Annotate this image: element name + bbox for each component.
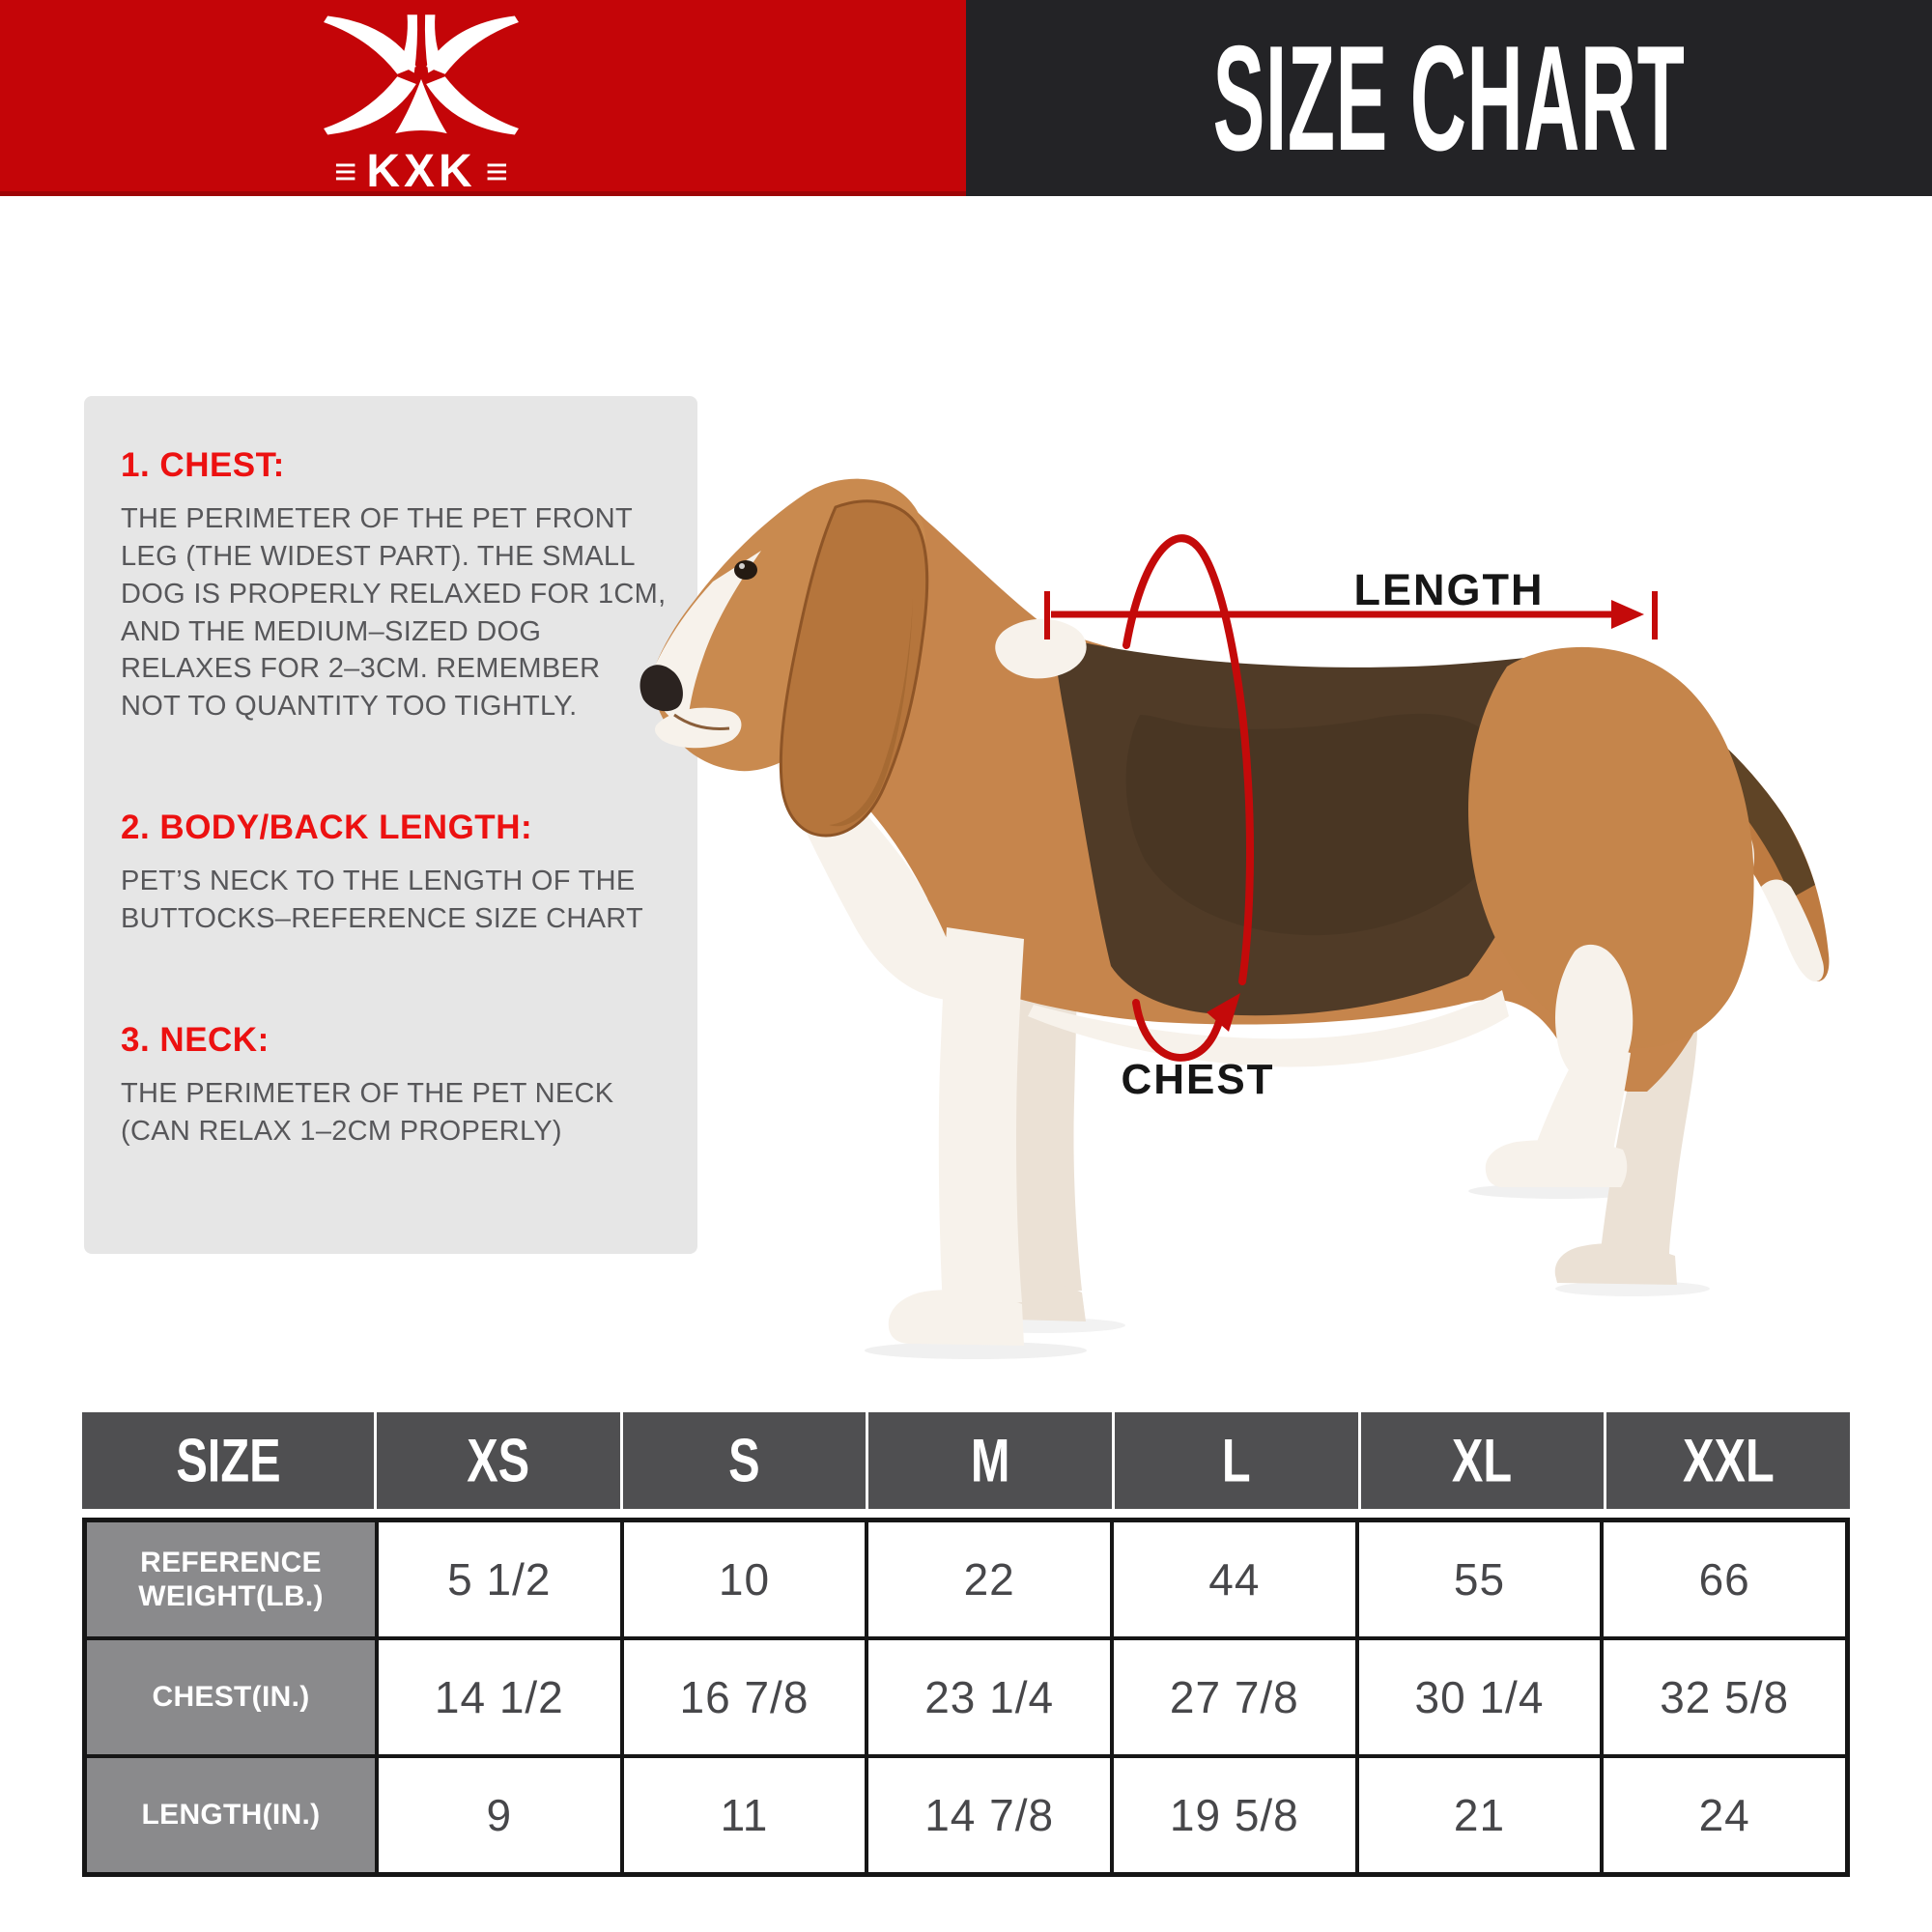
table-cell-weight-s: 10 [622, 1520, 867, 1638]
table-col-header-s [620, 1412, 867, 1509]
instruction-heading: 2. BODY/BACK LENGTH: [121, 809, 533, 847]
beagle-dog-illustration [640, 479, 1830, 1359]
col-header-label: XL [1452, 1426, 1513, 1495]
length-arrowhead-icon [1611, 600, 1644, 629]
table-cell-weight-xxl: 66 [1602, 1520, 1847, 1638]
table-cell-chest-xxl: 32 5/8 [1602, 1638, 1847, 1756]
table-cell-chest-s: 16 7/8 [622, 1638, 867, 1756]
kxk-logo-icon [322, 14, 521, 137]
col-header-label: XS [467, 1426, 530, 1495]
instruction-heading: 1. CHEST: [121, 446, 285, 484]
instruction-body-length [121, 809, 670, 938]
triple-bar-left-icon: ≡ [333, 150, 357, 193]
instruction-heading: 3. NECK: [121, 1020, 270, 1059]
title-banner [966, 0, 1932, 196]
row-label-length: LENGTH(IN.) [85, 1756, 377, 1874]
table-cell-length-xxl: 24 [1602, 1756, 1847, 1874]
table-col-header-xxl [1604, 1412, 1850, 1509]
instruction-body: PET’S NECK TO THE LENGTH OF THE BUTTOCKS–REFERENCE SIZE CHART [121, 866, 643, 935]
size-table-header-row [82, 1412, 1850, 1509]
table-col-header-size [82, 1412, 374, 1509]
dog-measurement-diagram [618, 425, 1932, 1372]
table-col-header-m [866, 1412, 1112, 1509]
brand-header-panel [0, 0, 966, 196]
col-header-label: S [728, 1426, 760, 1495]
col-header-label: L [1221, 1426, 1251, 1495]
col-header-label: M [970, 1426, 1010, 1495]
table-cell-chest-xl: 30 1/4 [1357, 1638, 1603, 1756]
row-label-reference-weight: REFERENCE WEIGHT(LB.) [85, 1520, 377, 1638]
table-cell-length-xs: 9 [377, 1756, 622, 1874]
length-label: LENGTH [1353, 565, 1545, 614]
table-cell-chest-l: 27 7/8 [1112, 1638, 1357, 1756]
chest-label: CHEST [1121, 1056, 1275, 1103]
table-cell-weight-m: 22 [867, 1520, 1112, 1638]
row-label-chest: CHEST(IN.) [85, 1638, 377, 1756]
col-header-label: XXL [1682, 1426, 1775, 1495]
size-table [82, 1412, 1850, 1877]
table-cell-weight-l: 44 [1112, 1520, 1357, 1638]
table-col-header-l [1112, 1412, 1358, 1509]
page-title: SIZE CHART [1212, 14, 1686, 182]
table-cell-weight-xs: 5 1/2 [377, 1520, 622, 1638]
brand-name: KXK [366, 146, 476, 197]
triple-bar-right-icon: ≡ [485, 150, 509, 193]
measuring-instructions-panel [84, 396, 697, 1254]
instruction-body: THE PERIMETER OF THE PET NECK (CAN RELAX 1–2CM PROPERLY) [121, 1077, 614, 1147]
table-cell-chest-m: 23 1/4 [867, 1638, 1112, 1756]
table-cell-weight-xl: 55 [1357, 1520, 1603, 1638]
instruction-chest [121, 446, 670, 725]
table-col-header-xl [1358, 1412, 1605, 1509]
table-cell-length-xl: 21 [1357, 1756, 1603, 1874]
table-cell-chest-xs: 14 1/2 [377, 1638, 622, 1756]
table-col-header-xs [374, 1412, 620, 1509]
brand-wordmark [334, 145, 508, 198]
table-cell-length-s: 11 [622, 1756, 867, 1874]
table-header-gap [82, 1509, 1850, 1518]
instruction-neck [121, 1021, 670, 1151]
table-cell-length-m: 14 7/8 [867, 1756, 1112, 1874]
kxk-logo [319, 14, 524, 198]
col-header-label: SIZE [175, 1426, 281, 1495]
instruction-body: THE PERIMETER OF THE PET FRONT LEG (THE WIDEST PART). THE SMALL DOG IS PROPERLY RELAXED FOR 1CM, AND THE MEDIUM–SIZED DOG RELAXES FOR 2–3CM. REMEMBER NOT TO QUANTITY TOO TIGHTLY. [121, 503, 667, 723]
table-cell-length-l: 19 5/8 [1112, 1756, 1357, 1874]
size-table-body [82, 1518, 1850, 1877]
